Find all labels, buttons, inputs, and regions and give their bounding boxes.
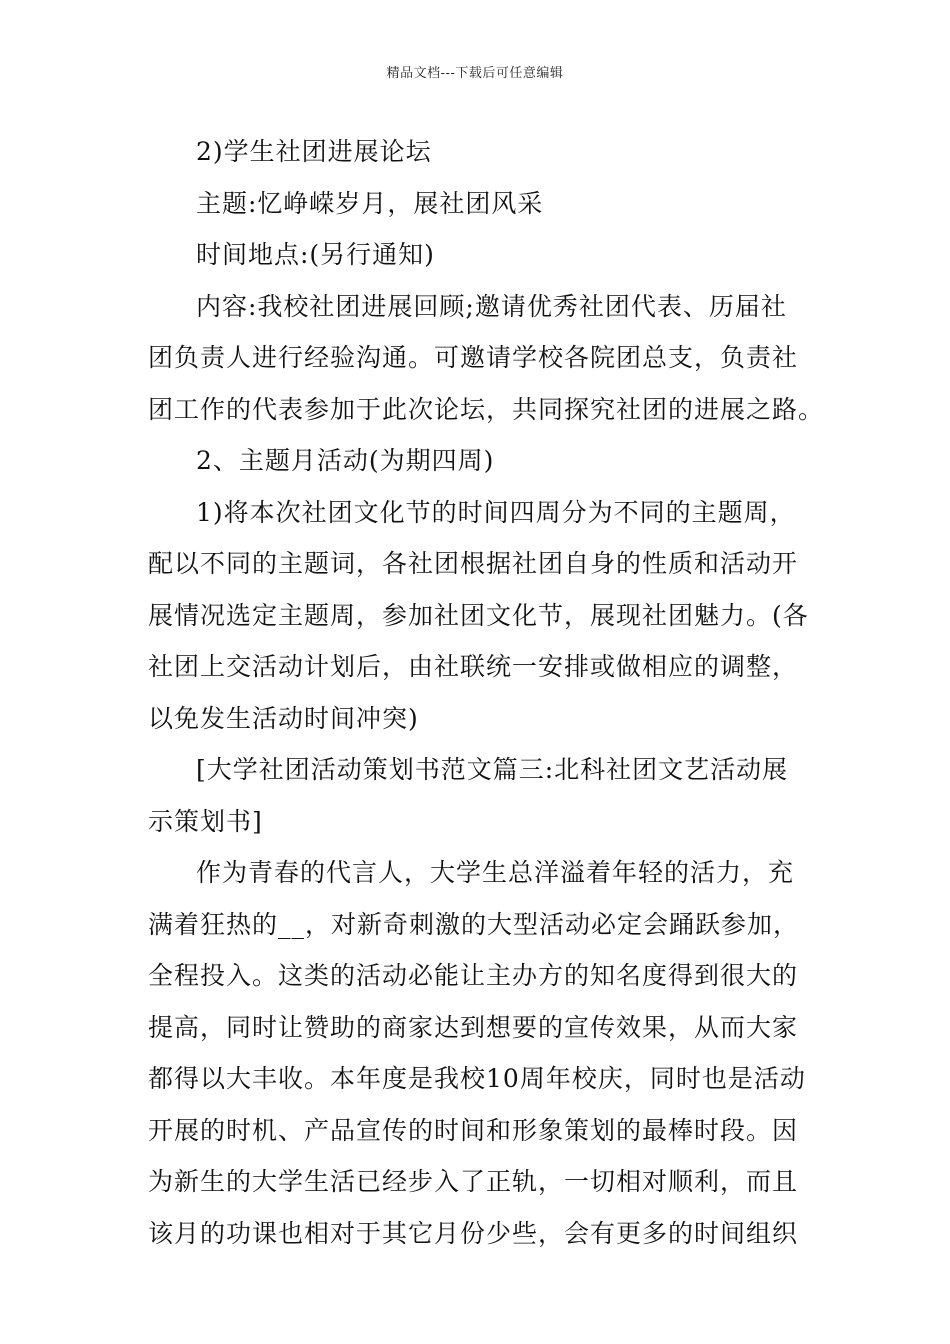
text-line: 2)学生社团进展论坛 <box>196 137 432 166</box>
text-line: 团负责人进行经验沟通。可邀请学校各院团总支，负责社 <box>148 343 799 372</box>
text-line: 全程投入。这类的活动必能让主办方的知名度得到很大的 <box>148 961 799 990</box>
text-line: 社团上交活动计划后，由社联统一安排或做相应的调整， <box>148 652 799 681</box>
text-line: 示策划书] <box>148 806 263 836</box>
text-line: [大学社团活动策划书范文篇三:北科社团文艺活动展 <box>196 755 789 784</box>
text-line: 1)将本次社团文化节的时间四周分为不同的主题周， <box>196 497 796 527</box>
text-line: 都得以大丰收。本年度是我校10周年校庆，同时也是活动 <box>148 1064 806 1093</box>
text-line: 配以不同的主题词，各社团根据社团自身的性质和活动开 <box>148 549 799 578</box>
text-line: 展情况选定主题周，参加社团文化节，展现社团魅力。(各 <box>148 600 809 630</box>
document-body <box>148 126 825 1259</box>
text-line: 时间地点:(另行通知) <box>196 240 435 269</box>
text-line: 团工作的代表参加于此次论坛，共同探究社团的进展之路。 <box>148 394 825 424</box>
text-line: 以免发生活动时间冲突) <box>148 703 419 733</box>
text-line: 主题:忆峥嵘岁月，展社团风采 <box>196 188 544 218</box>
page-header: 精品文档---下载后可任意编辑 <box>386 66 564 81</box>
text-line: 开展的时机、产品宣传的时间和形象策划的最棒时段。因 <box>148 1115 799 1145</box>
text-line: 提高，同时让赞助的商家达到想要的宣传效果，从而大家 <box>148 1012 799 1042</box>
text-line: 内容:我校社团进展回顾;邀请优秀社团代表、历届社 <box>196 291 787 321</box>
text-line: 满着狂热的__，对新奇刺激的大型活动必定会踊跃参加， <box>148 909 800 939</box>
text-line: 作为青春的代言人，大学生总洋溢着年轻的活力，充 <box>196 858 795 887</box>
text-line: 为新生的大学生活已经步入了正轨，一切相对顺利，而且 <box>148 1167 799 1196</box>
text-line: 2、主题月活动(为期四周) <box>196 446 495 475</box>
text-line: 该月的功课也相对于其它月份少些，会有更多的时间组织 <box>148 1218 799 1248</box>
